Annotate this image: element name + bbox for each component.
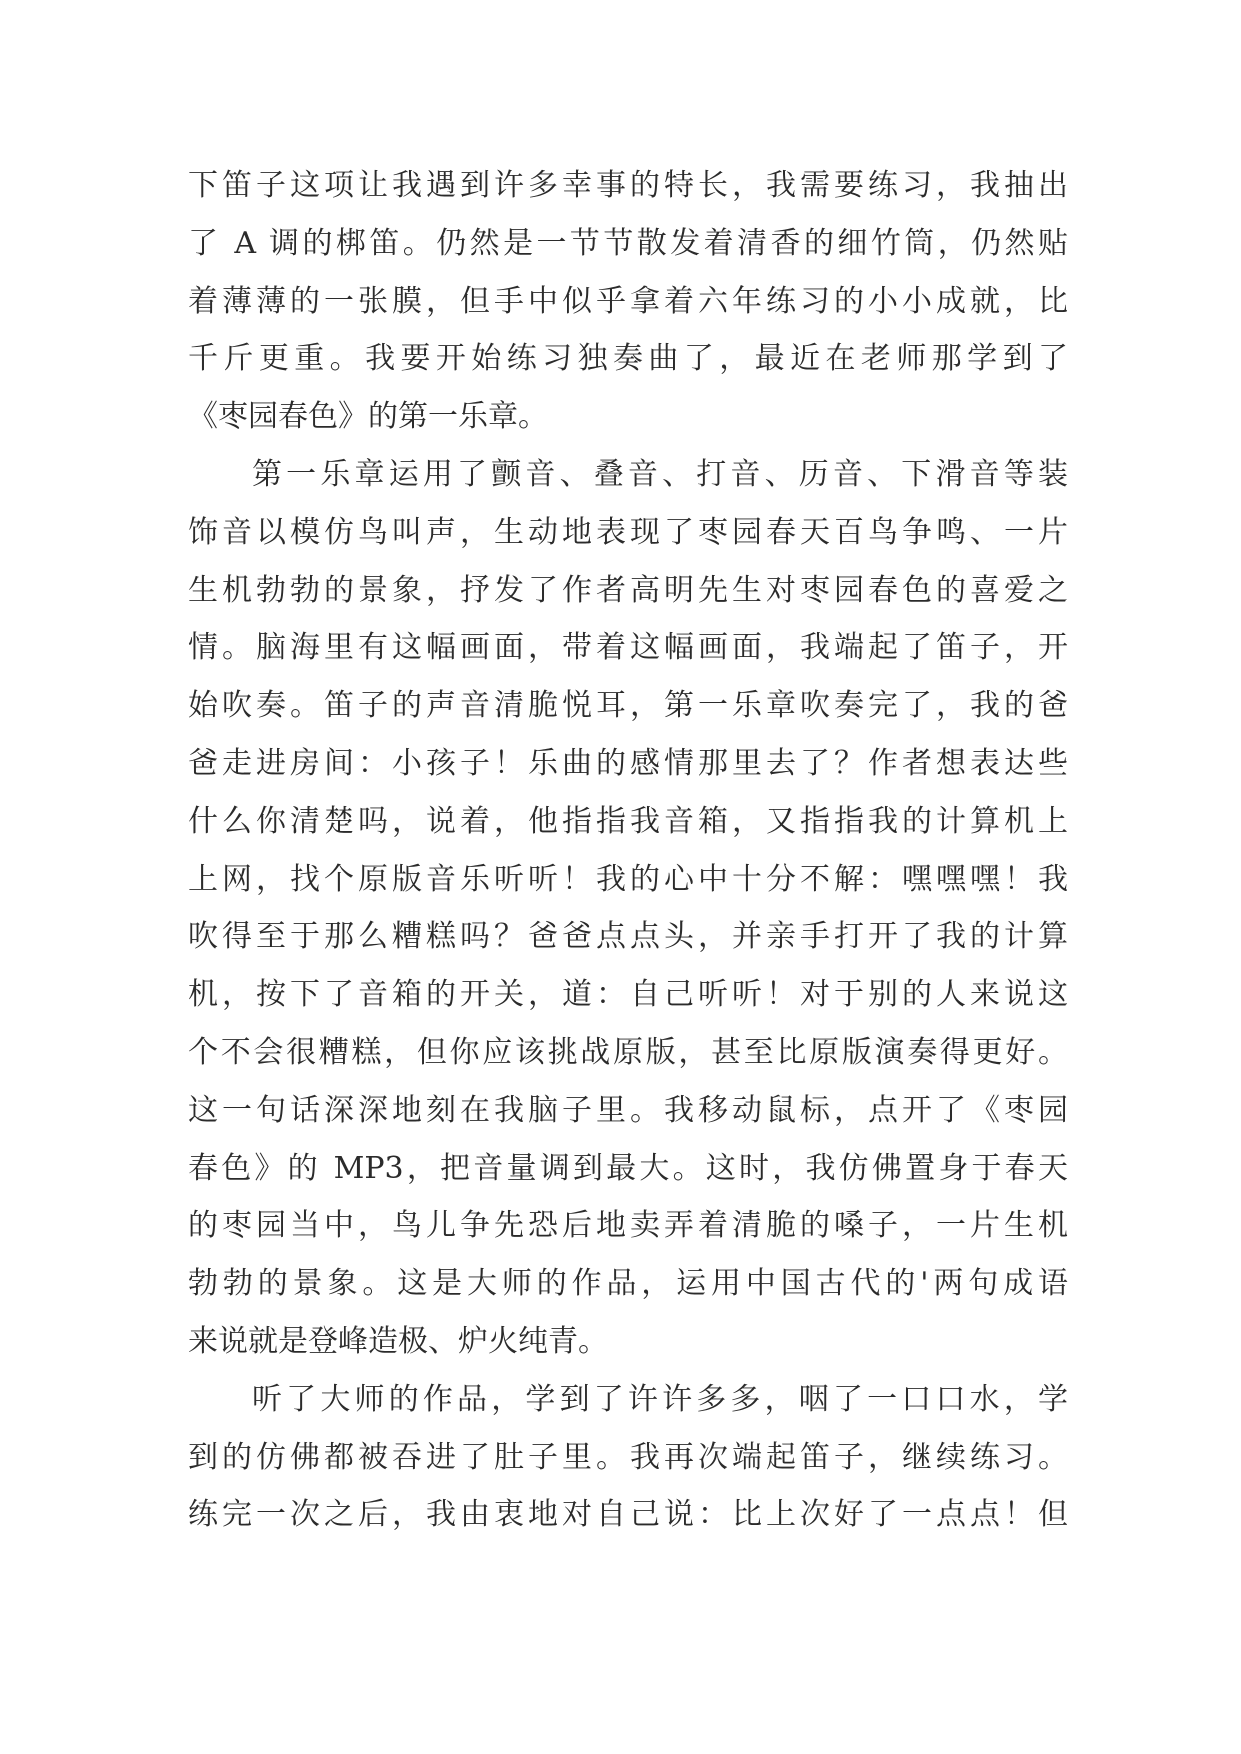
text-line: 个不会很糟糕，但你应该挑战原版，甚至比原版演奏得更好。 bbox=[188, 1034, 1068, 1070]
text-line: 始吹奏。笛子的声音清脆悦耳，第一乐章吹奏完了，我的爸 bbox=[188, 688, 1068, 724]
body-text bbox=[188, 157, 1068, 1544]
text-line: 春色》的 MP3，把音量调到最大。这时，我仿佛置身于春天 bbox=[188, 1150, 1068, 1186]
text-line: 吹得至于那么糟糕吗？爸爸点点头，并亲手打开了我的计算 bbox=[188, 919, 1068, 955]
text-line: 上网，找个原版音乐听听！我的心中十分不解：嘿嘿嘿！我 bbox=[188, 861, 1068, 897]
paragraph bbox=[188, 1371, 1068, 1544]
text-line: 《枣园春色》的第一乐章。 bbox=[188, 399, 548, 435]
text-line: 来说就是登峰造极、炉火纯青。 bbox=[188, 1323, 608, 1359]
text-line: 机，按下了音箱的开关，道：自己听听！对于别的人来说这 bbox=[188, 977, 1068, 1013]
text-line: 饰音以模仿鸟叫声，生动地表现了枣园春天百鸟争鸣、一片 bbox=[188, 514, 1068, 550]
text-line: 听了大师的作品，学到了许许多多，咽了一口口水，学 bbox=[252, 1381, 1068, 1417]
text-line: 什么你清楚吗，说着，他指指我音箱，又指指我的计算机上 bbox=[188, 803, 1068, 839]
text-line: 练完一次之后，我由衷地对自己说：比上次好了一点点！但 bbox=[188, 1497, 1068, 1533]
text-line: 到的仿佛都被吞进了肚子里。我再次端起笛子，继续练习。 bbox=[188, 1439, 1068, 1475]
text-line: 这一句话深深地刻在我脑子里。我移动鼠标，点开了《枣园 bbox=[188, 1092, 1068, 1128]
text-line: 第一乐章运用了颤音、叠音、打音、历音、下滑音等装 bbox=[252, 456, 1068, 492]
text-line: 着薄薄的一张膜，但手中似乎拿着六年练习的小小成就，比 bbox=[188, 283, 1068, 319]
text-line: 情。脑海里有这幅画面，带着这幅画面，我端起了笛子，开 bbox=[188, 630, 1068, 666]
text-line: 下笛子这项让我遇到许多幸事的特长，我需要练习，我抽出 bbox=[188, 168, 1068, 203]
text-line: 生机勃勃的景象，抒发了作者高明先生对枣园春色的喜爱之 bbox=[188, 572, 1068, 608]
text-line: 千斤更重。我要开始练习独奏曲了，最近在老师那学到了 bbox=[188, 341, 1068, 377]
text-line: 的枣园当中，鸟儿争先恐后地卖弄着清脆的嗓子，一片生机 bbox=[188, 1208, 1068, 1244]
text-line: 爸走进房间：小孩子！乐曲的感情那里去了？作者想表达些 bbox=[188, 745, 1068, 781]
text-line: 勃勃的景象。这是大师的作品，运用中国古代的'两句成语 bbox=[188, 1266, 1068, 1302]
paragraph bbox=[188, 157, 1068, 446]
paragraph bbox=[188, 446, 1068, 1371]
text-line: 了 A 调的梆笛。仍然是一节节散发着清香的细竹筒，仍然贴 bbox=[188, 225, 1068, 261]
